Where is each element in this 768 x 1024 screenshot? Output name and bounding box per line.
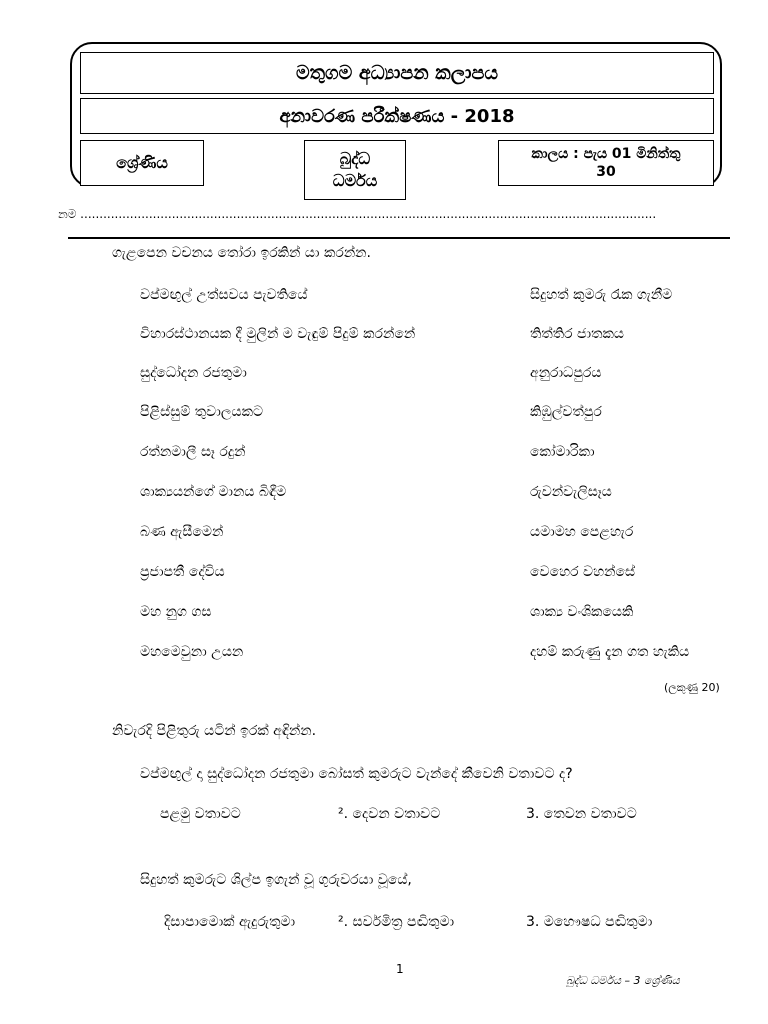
match-right-item: රුවන්වැලිසෑය	[530, 484, 612, 500]
grade-box: ශ්‍රේණිය	[80, 140, 204, 186]
match-left-item: වප්මඟුල් උත්සවය පැවතියේ	[140, 287, 308, 303]
exam-title: අනාවරණ පරීක්ෂණය - 2018	[80, 98, 714, 134]
answer-option[interactable]: පළමු වතාවට	[160, 806, 241, 822]
section1-marks: (ලකුණු 20)	[664, 681, 720, 694]
time-box	[498, 140, 714, 186]
answer-option[interactable]: ². දෙවන වතාවට	[338, 806, 441, 822]
match-right-item: ශාක්‍ය වංශිකයෙකි	[530, 604, 634, 620]
subject-line-1: බුද්ධ	[339, 149, 371, 168]
footer-subject: බුද්ධ ධර්මය – 3 ශ්‍රේණිය	[566, 974, 680, 987]
match-right-item: දහම් කරුණු දැන ගත හැකිය	[530, 644, 690, 660]
zone-title: මතුගම අධ්‍යාපන කලාපය	[80, 52, 714, 94]
match-right-item: සිදුහත් කුමරු රැක ගැනීම	[530, 287, 673, 303]
answer-option[interactable]: 3. තෙවන වතාවට	[526, 806, 637, 822]
match-right-item: කිඹුල්වත්පුර	[530, 404, 602, 420]
name-field[interactable]: නම .......................................................................................................................................................	[58, 207, 657, 221]
match-left-item: ශාක්‍යයන්ගේ මානය බිඳීම	[140, 484, 287, 500]
match-left-item: මහ නුග ගස	[140, 604, 212, 620]
match-left-item: මහමෙවුනා උයන	[140, 644, 244, 660]
question-text: සිදුහත් කුමරුට ශිල්ප ඉගැන් වූ ගුරුවරයා වූයේ,	[140, 872, 412, 888]
match-right-item: යමාමහ පෙළහැර	[530, 524, 634, 540]
time-line-1: කාලය : පැය 01 මිනිත්තු	[531, 146, 681, 162]
match-right-item: තිත්තිර ජාතකය	[530, 326, 624, 342]
match-left-item: රත්නමාලී සෑ රදුන්	[140, 444, 246, 460]
match-left-item: පිළිස්සුම් තුවාලයකට	[140, 404, 264, 420]
page-number: 1	[396, 962, 404, 976]
answer-option[interactable]: ². සර්වමිත්‍ර පඬිතුමා	[338, 914, 455, 930]
answer-option[interactable]: දිසාපාමොක් ඇදුරුතුමා	[164, 914, 296, 930]
match-right-item: අනුරාධපුරය	[530, 365, 602, 381]
time-line-2: 30	[596, 164, 616, 180]
question-text: වප්මඟුල් දා සුද්ධෝදන රජතුමා බෝසත් කුමරුට වැන්දේ කීවෙනි වතාවට ද?	[140, 766, 573, 782]
header-divider	[68, 237, 730, 239]
match-left-item: සුද්ධෝදන රජතුමා	[140, 365, 247, 381]
match-left-item: බණ ඇසීමෙන්	[140, 524, 224, 540]
subject-line-2: ධර්මය	[332, 171, 378, 190]
answer-option[interactable]: 3. මහෞෂධ පඬිතුමා	[526, 914, 653, 930]
match-right-item: වෙහෙර වහන්සේ	[530, 564, 636, 580]
section1-instruction: ගැළපෙන වචනය තෝරා ඉරකින් යා කරන්න.	[112, 245, 372, 261]
section2-instruction: නිවැරදි පිළිතුරු යටින් ඉරක් අඳින්න.	[112, 723, 317, 739]
match-left-item: ප්‍රජාපතී දේවිය	[140, 564, 225, 580]
match-left-item: විහාරස්ථානයක දී මුලින් ම වැඳුම් පිදුම් කරන්නේ	[140, 326, 416, 342]
subject-box	[304, 140, 406, 200]
match-right-item: කෝමාරිකා	[530, 444, 595, 460]
